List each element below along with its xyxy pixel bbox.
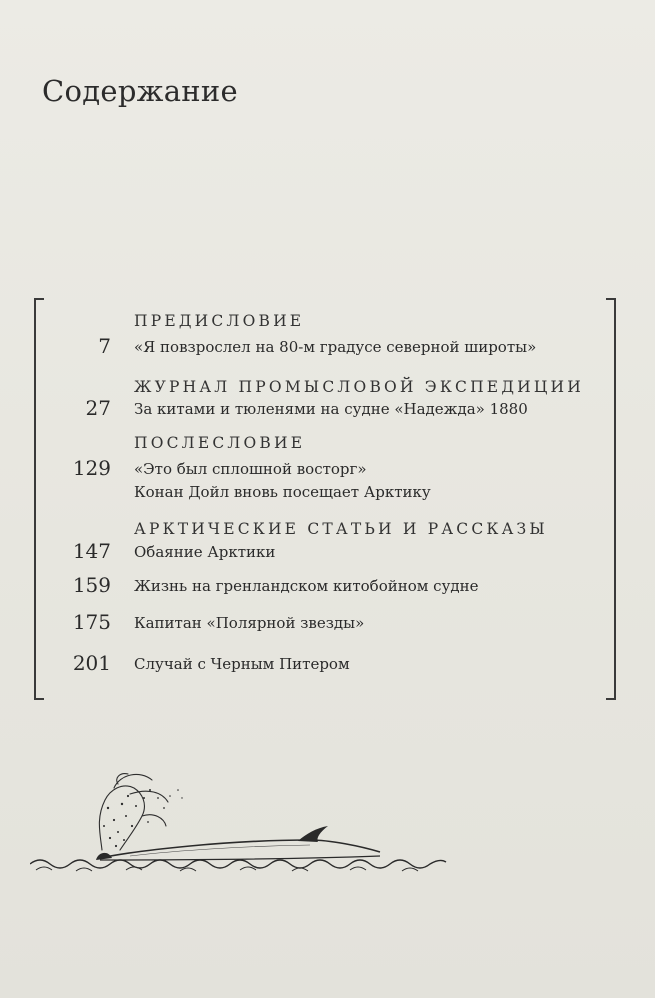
page-number: 7 <box>98 334 111 358</box>
page-number: 129 <box>72 456 111 480</box>
section-heading-preface: ПРЕДИСЛОВИЕ <box>134 312 305 330</box>
page-title: Содержание <box>42 74 239 108</box>
entry-title: За китами и тюленями на судне «Надежда» 1880 <box>134 400 528 418</box>
entry-title: Обаяние Арктики <box>134 543 276 561</box>
page-number: 27 <box>85 396 111 420</box>
page-number: 159 <box>72 573 111 597</box>
page-number: 175 <box>72 610 111 634</box>
entry-title: Капитан «Полярной звезды» <box>134 614 365 632</box>
whale-spouting-icon <box>30 768 450 878</box>
entry-title-line-2: Конан Дойл вновь посещает Арктику <box>134 483 431 501</box>
section-heading-afterword: ПОСЛЕСЛОВИЕ <box>134 434 306 452</box>
entry-title: Жизнь на гренландском китобойном судне <box>134 577 479 595</box>
page-number: 201 <box>72 651 111 675</box>
page-number: 147 <box>72 539 111 563</box>
entry-title: Случай с Черным Питером <box>134 655 350 673</box>
section-heading-arctic-stories: АРКТИЧЕСКИЕ СТАТЬИ И РАССКАЗЫ <box>134 520 548 538</box>
entry-title-line-1: «Это был сплошной восторг» <box>134 460 367 478</box>
entry-title: «Я повзрослел на 80-м градусе северной широты» <box>134 338 537 356</box>
section-heading-journal: ЖУРНАЛ ПРОМЫСЛОВОЙ ЭКСПЕДИЦИИ <box>134 378 584 396</box>
